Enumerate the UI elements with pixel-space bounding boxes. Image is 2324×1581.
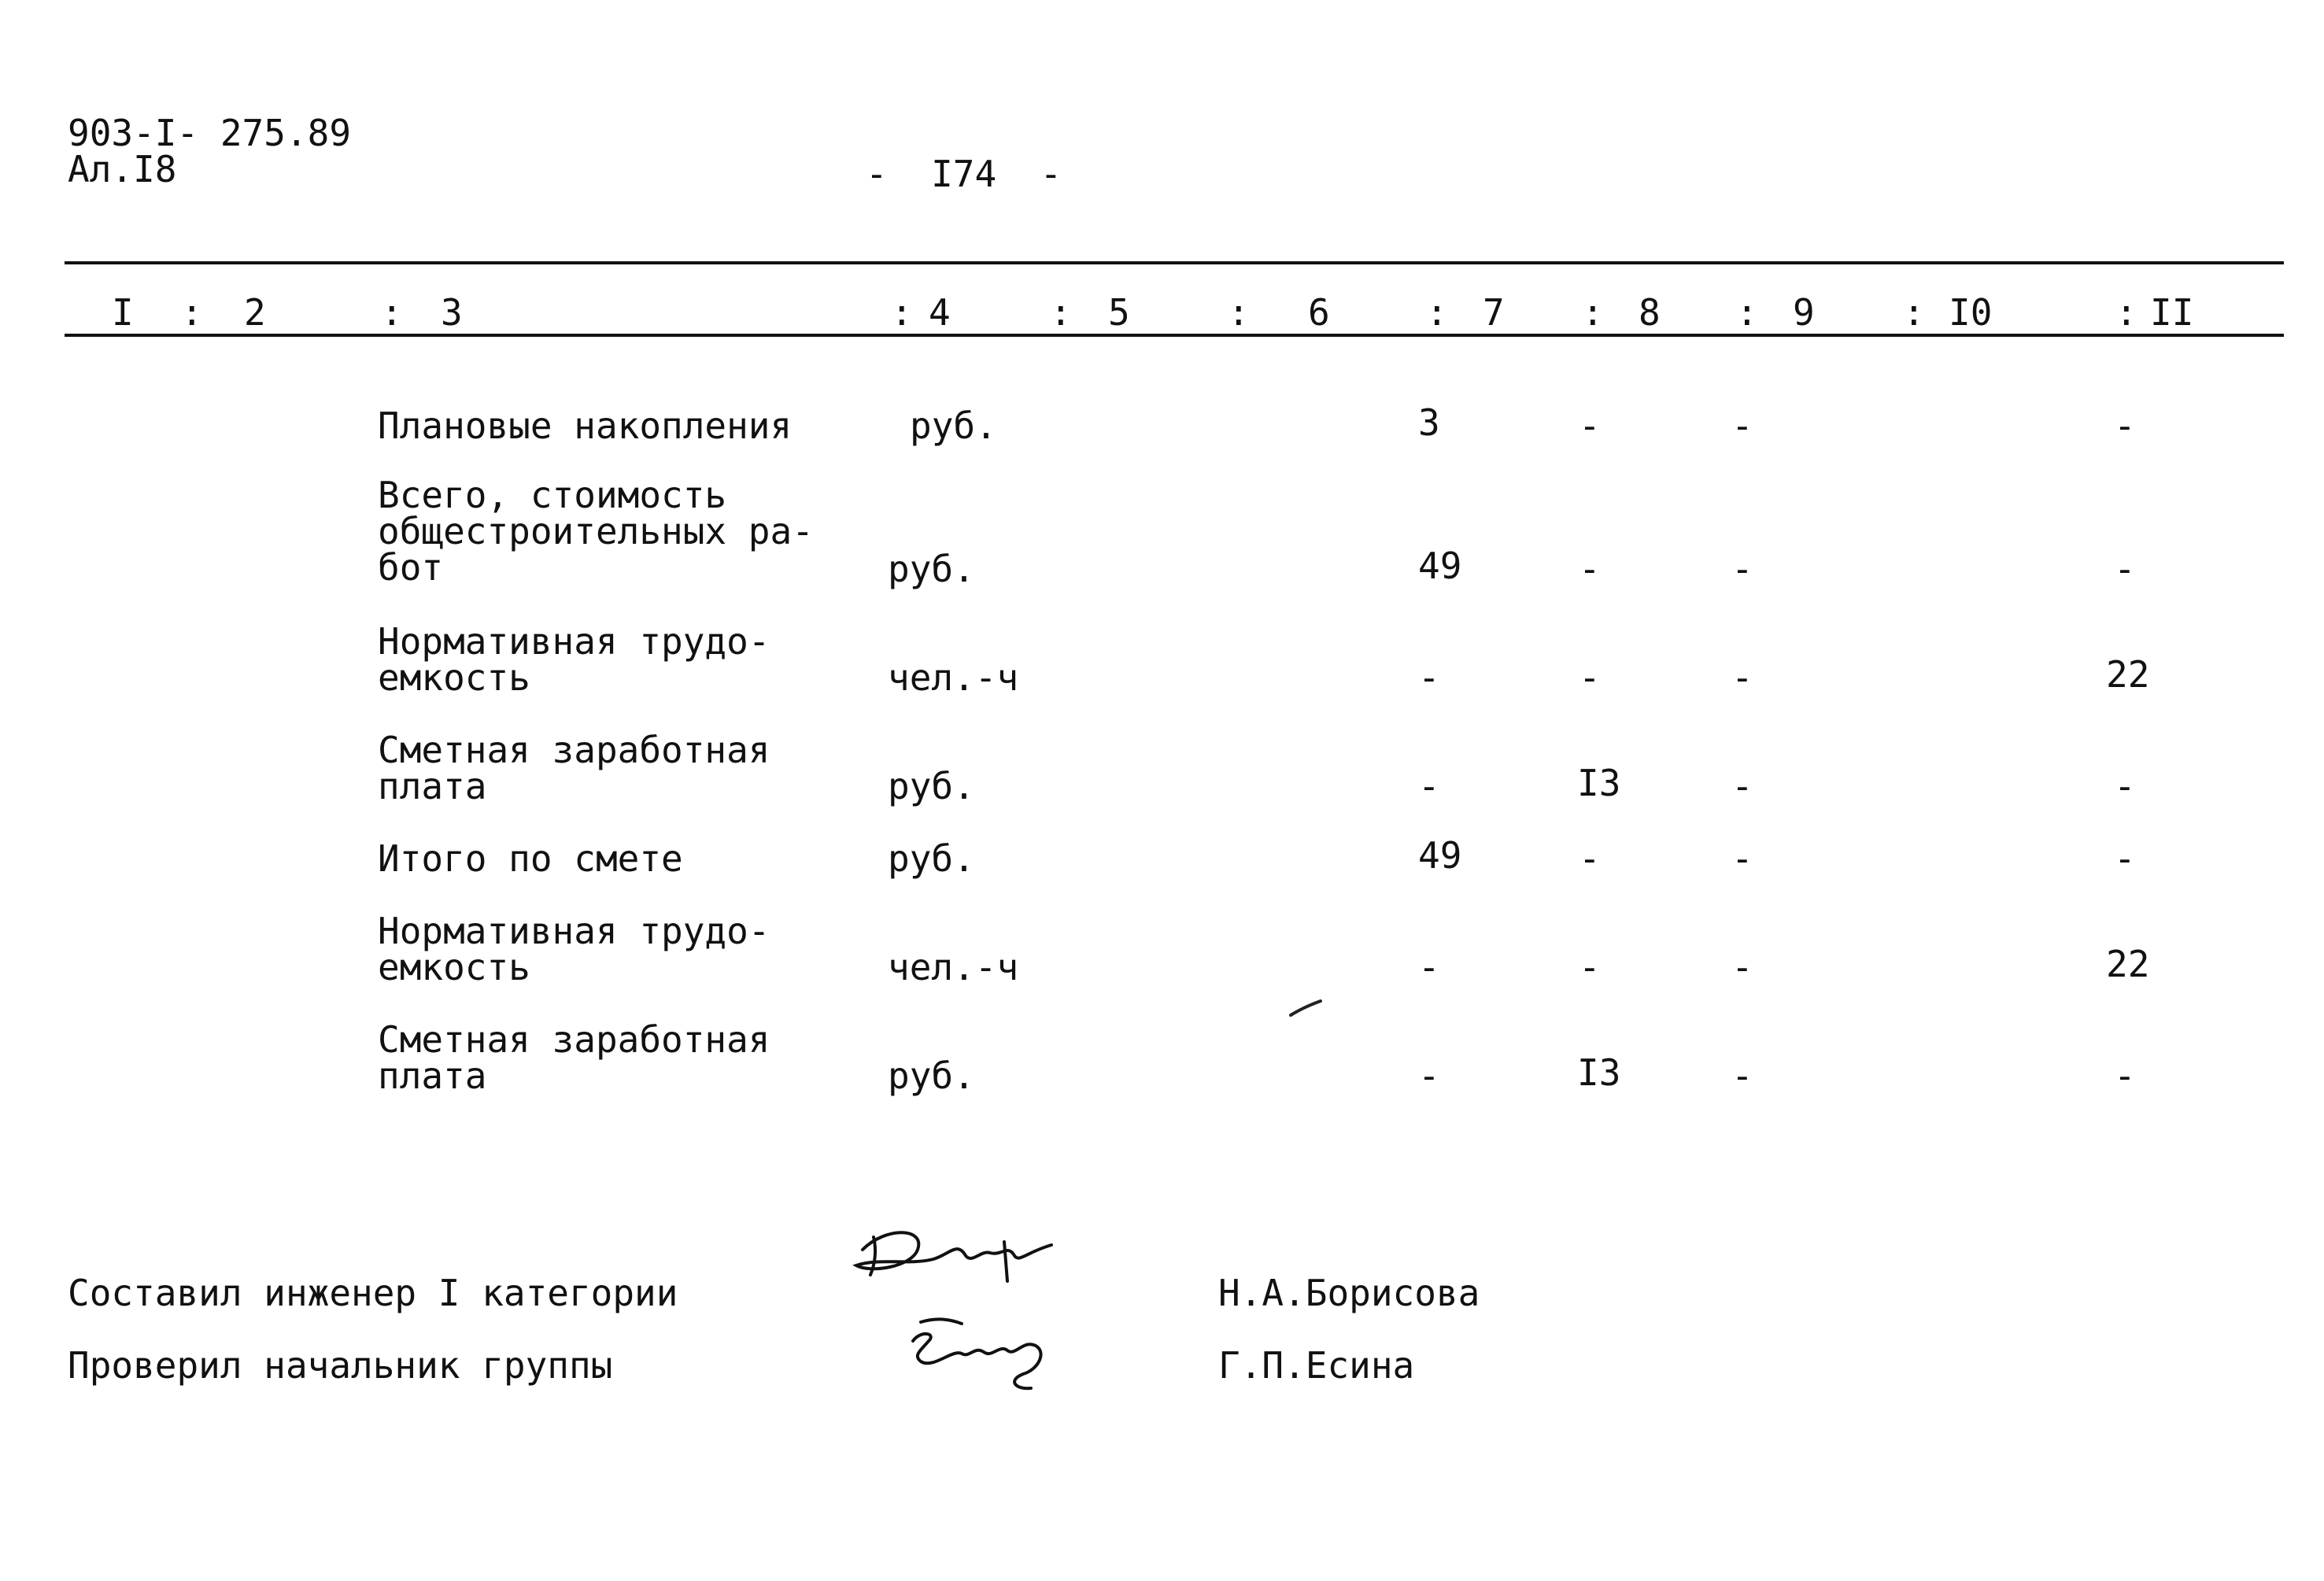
column-separator: : — [1736, 291, 1758, 334]
cell-col-9: - — [1731, 946, 1753, 988]
cell-col-8: - — [1579, 548, 1601, 590]
column-header: 9 — [1793, 291, 1815, 334]
row-name: Сметная заработная — [378, 729, 770, 771]
column-separator: : — [891, 291, 913, 334]
cell-col-7: 3 — [1418, 401, 1440, 444]
handwritten-signature — [839, 1218, 1067, 1297]
column-header: I — [112, 291, 134, 334]
cell-col-11: - — [2114, 404, 2136, 447]
row-name: Сметная заработная — [378, 1018, 770, 1061]
cell-col-9: - — [1731, 837, 1753, 880]
row-unit: руб. — [888, 1055, 975, 1097]
row-name: Всего, стоимость — [378, 474, 727, 516]
cell-col-11: - — [2114, 837, 2136, 880]
table-header-rule — [65, 334, 2284, 337]
column-separator: : — [1426, 291, 1448, 334]
row-name: бот — [378, 546, 444, 589]
row-name: Итого по смете — [378, 837, 683, 880]
compiled-by-name: Н.А.Борисова — [1218, 1272, 1480, 1314]
document-code: 903-I- 275.89 — [68, 112, 352, 154]
cell-col-9: - — [1731, 656, 1753, 699]
cell-col-9: - — [1731, 1055, 1753, 1097]
column-separator: : — [1050, 291, 1072, 334]
cell-col-7: - — [1418, 946, 1440, 988]
cell-col-8: - — [1579, 404, 1601, 447]
row-unit: руб. — [910, 404, 997, 447]
column-separator: : — [181, 291, 203, 334]
compiled-by-label: Составил инженер I категории — [68, 1272, 678, 1314]
cell-col-11: - — [2114, 548, 2136, 590]
row-name: Нормативная трудо- — [378, 620, 770, 663]
checked-by-label: Проверил начальник группы — [68, 1344, 613, 1387]
column-header: 5 — [1108, 291, 1130, 334]
row-unit: руб. — [888, 548, 975, 590]
row-name: плата — [378, 1055, 487, 1097]
cell-col-9: - — [1731, 404, 1753, 447]
cell-col-8: - — [1579, 946, 1601, 988]
cell-col-9: - — [1731, 765, 1753, 807]
cell-col-8: I3 — [1577, 762, 1621, 804]
sheet-number: Ал.I8 — [68, 148, 177, 190]
column-separator: : — [1582, 291, 1604, 334]
checked-by-name: Г.П.Есина — [1218, 1344, 1415, 1387]
column-header: II — [2150, 291, 2194, 334]
handwritten-signature — [889, 1306, 1070, 1401]
cell-col-7: - — [1418, 1055, 1440, 1097]
cell-col-11: - — [2114, 765, 2136, 807]
cell-col-8: - — [1579, 656, 1601, 699]
cell-col-11: - — [2114, 1055, 2136, 1097]
row-name: плата — [378, 765, 487, 807]
row-name: емкость — [378, 656, 530, 699]
page-number: - I74 - — [866, 153, 1062, 195]
row-unit: руб. — [888, 765, 975, 807]
column-header: 6 — [1308, 291, 1330, 334]
row-name: Нормативная трудо- — [378, 910, 770, 952]
column-header: 2 — [244, 291, 266, 334]
cell-col-7: 49 — [1418, 834, 1462, 877]
cell-col-9: - — [1731, 548, 1753, 590]
column-header: 3 — [441, 291, 463, 334]
row-unit: чел.-ч — [888, 946, 1019, 988]
cell-col-8: I3 — [1577, 1051, 1621, 1094]
cell-col-7: 49 — [1418, 545, 1462, 587]
row-unit: руб. — [888, 837, 975, 880]
column-separator: : — [381, 291, 403, 334]
column-separator: : — [1228, 291, 1250, 334]
cell-col-8: - — [1579, 837, 1601, 880]
row-unit: чел.-ч — [888, 656, 1019, 699]
row-name: емкость — [378, 946, 530, 988]
row-name: общестроительных ра- — [378, 510, 814, 552]
column-separator: : — [1903, 291, 1925, 334]
column-header: 7 — [1483, 291, 1505, 334]
cell-col-7: - — [1418, 765, 1440, 807]
column-header: 4 — [929, 291, 951, 334]
column-header: I0 — [1949, 291, 1993, 334]
cell-col-11: 22 — [2106, 653, 2150, 696]
cell-col-11: 22 — [2106, 943, 2150, 985]
stray-mark — [1288, 996, 1325, 1020]
cell-col-7: - — [1418, 656, 1440, 699]
row-name: Плановые накопления — [378, 404, 793, 447]
column-header: 8 — [1639, 291, 1661, 334]
column-separator: : — [2115, 291, 2137, 334]
table-top-rule — [65, 261, 2284, 264]
